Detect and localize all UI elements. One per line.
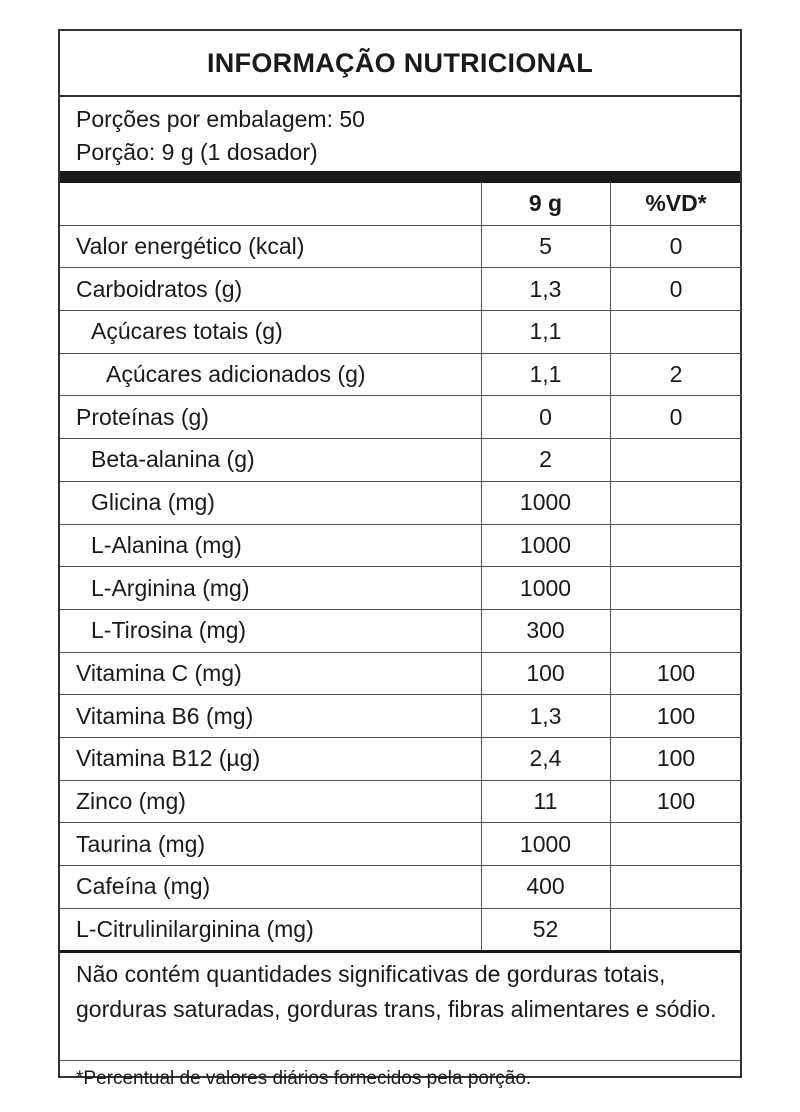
nutrient-name: Vitamina C (mg) <box>60 652 481 695</box>
nutrient-dv: 0 <box>610 225 742 268</box>
nutrient-name: Açúcares adicionados (g) <box>60 353 481 396</box>
table-row <box>60 823 742 866</box>
header-nutrient <box>60 183 481 225</box>
table-row <box>60 396 742 439</box>
nutrient-dv: 100 <box>610 652 742 695</box>
nutrient-dv <box>610 481 742 524</box>
nutrient-dv: 100 <box>610 737 742 780</box>
nutrient-amount: 1000 <box>481 823 610 866</box>
table-row <box>60 780 742 823</box>
table-row <box>60 695 742 738</box>
nutrient-amount: 1000 <box>481 567 610 610</box>
serving-info <box>60 97 740 171</box>
nutrient-amount: 0 <box>481 396 610 439</box>
nutrient-name: Taurina (mg) <box>60 823 481 866</box>
nutrient-dv <box>610 439 742 482</box>
nutrient-name: Glicina (mg) <box>60 481 481 524</box>
table-header-row <box>60 183 742 225</box>
footnote-not-significant: Não contém quantidades significativas de gorduras totais, gorduras saturadas, gorduras trans, fibras alimentares e sódio. <box>60 950 740 1060</box>
table-row <box>60 737 742 780</box>
nutrient-name: Vitamina B6 (mg) <box>60 695 481 738</box>
nutrient-amount: 1,3 <box>481 695 610 738</box>
nutrient-dv: 2 <box>610 353 742 396</box>
nutrient-amount: 1000 <box>481 481 610 524</box>
nutrient-name: L-Arginina (mg) <box>60 567 481 610</box>
nutrient-dv <box>610 524 742 567</box>
thick-divider <box>60 171 740 183</box>
nutrient-name: Valor energético (kcal) <box>60 225 481 268</box>
table-row <box>60 353 742 396</box>
nutrient-amount: 1,3 <box>481 268 610 311</box>
nutrient-dv <box>610 311 742 354</box>
nutrient-dv: 0 <box>610 268 742 311</box>
serving-size: Porção: 9 g (1 dosador) <box>76 139 318 165</box>
nutrient-name: Cafeína (mg) <box>60 866 481 909</box>
nutrient-name: Zinco (mg) <box>60 780 481 823</box>
nutrient-dv: 100 <box>610 695 742 738</box>
nutrient-amount: 1,1 <box>481 311 610 354</box>
servings-per-package: Porções por embalagem: 50 <box>76 106 365 132</box>
table-row <box>60 225 742 268</box>
table-row <box>60 609 742 652</box>
nutrient-amount: 300 <box>481 609 610 652</box>
nutrient-name: L-Tirosina (mg) <box>60 609 481 652</box>
nutrient-name: Proteínas (g) <box>60 396 481 439</box>
nutrient-amount: 1,1 <box>481 353 610 396</box>
nutrient-dv <box>610 908 742 950</box>
nutrient-amount: 400 <box>481 866 610 909</box>
nutrient-name: Açúcares totais (g) <box>60 311 481 354</box>
nutrient-amount: 2,4 <box>481 737 610 780</box>
nutrient-dv <box>610 866 742 909</box>
nutrition-facts-label <box>58 29 742 1090</box>
table-row <box>60 567 742 610</box>
nutrient-name: Vitamina B12 (µg) <box>60 737 481 780</box>
table-row <box>60 866 742 909</box>
nutrient-dv <box>610 567 742 610</box>
nutrient-dv: 0 <box>610 396 742 439</box>
nutrient-dv: 100 <box>610 780 742 823</box>
nutrient-name: L-Alanina (mg) <box>60 524 481 567</box>
header-amount: 9 g <box>481 183 610 225</box>
nutrient-dv <box>610 609 742 652</box>
nutrition-table <box>60 183 742 950</box>
table-row <box>60 524 742 567</box>
nutrient-amount: 2 <box>481 439 610 482</box>
nutrient-dv <box>610 823 742 866</box>
table-row <box>60 439 742 482</box>
label-title: INFORMAÇÃO NUTRICIONAL <box>60 31 740 97</box>
nutrient-amount: 1000 <box>481 524 610 567</box>
nutrient-amount: 5 <box>481 225 610 268</box>
table-row <box>60 268 742 311</box>
nutrient-amount: 100 <box>481 652 610 695</box>
nutrient-name: Beta-alanina (g) <box>60 439 481 482</box>
table-row <box>60 311 742 354</box>
table-row <box>60 481 742 524</box>
footnote-dv: *Percentual de valores diários fornecidos pela porção. <box>60 1060 740 1098</box>
nutrient-name: Carboidratos (g) <box>60 268 481 311</box>
nutrient-amount: 11 <box>481 780 610 823</box>
table-row <box>60 652 742 695</box>
nutrient-name: L-Citrulinilarginina (mg) <box>60 908 481 950</box>
header-dv: %VD* <box>610 183 742 225</box>
nutrient-amount: 52 <box>481 908 610 950</box>
table-row <box>60 908 742 950</box>
